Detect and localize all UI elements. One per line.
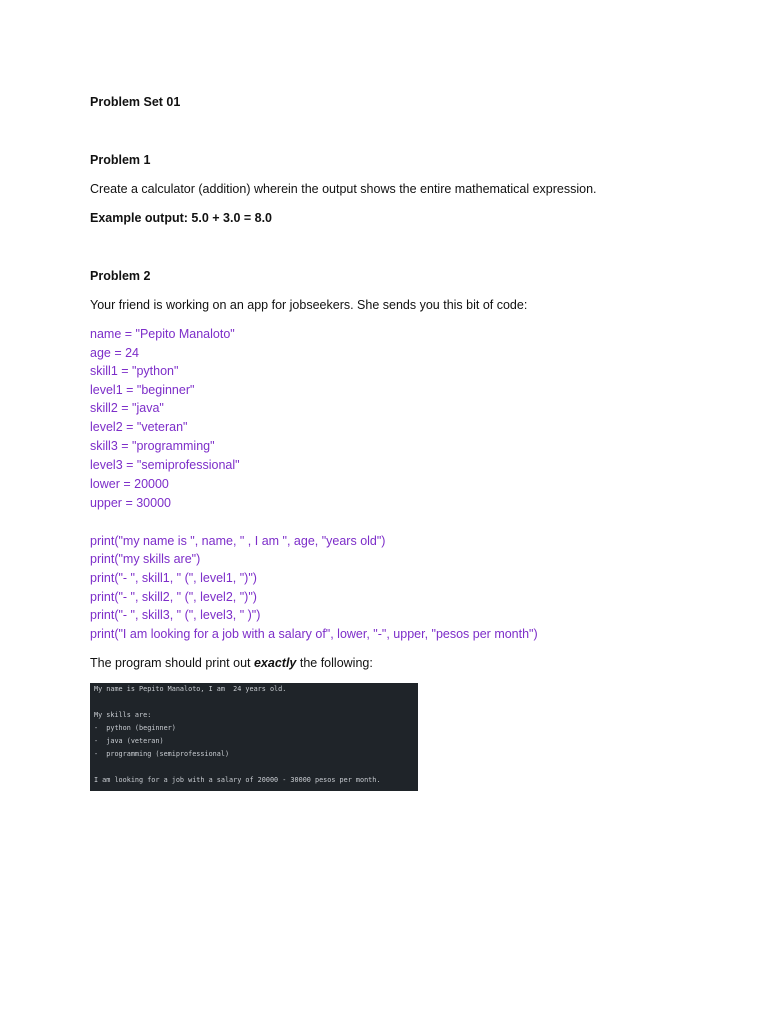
- instruction-emphasis: exactly: [253, 656, 297, 670]
- code-line: upper = 30000: [90, 496, 171, 510]
- code-line: print("- ", skill2, " (", level2, ")"): [90, 590, 257, 604]
- terminal-line: - programming (semiprofessional): [94, 750, 230, 758]
- problem-1-description: Create a calculator (addition) wherein the output shows the entire mathematical expression.: [90, 182, 597, 196]
- problem-1-example: Example output: 5.0 + 3.0 = 8.0: [90, 211, 273, 225]
- terminal-line: - java (veteran): [94, 737, 164, 745]
- code-line: print("my name is ", name, " , I am ", age, "years old"): [90, 534, 386, 548]
- problem-2-intro: Your friend is working on an app for jobseekers. She sends you this bit of code:: [90, 298, 528, 312]
- code-line: skill2 = "java": [90, 401, 164, 415]
- code-line: print("- ", skill3, " (", level3, " )"): [90, 608, 261, 622]
- terminal-line: My name is Pepito Manaloto, I am 24 years old.: [94, 685, 287, 693]
- terminal-line: I am looking for a job with a salary of 20000 - 30000 pesos per month.: [94, 776, 381, 784]
- instruction-text-after: the following:: [296, 656, 373, 670]
- document-title: Problem Set 01: [90, 95, 181, 109]
- code-line: age = 24: [90, 346, 140, 360]
- code-line: level3 = "semiprofessional": [90, 458, 240, 472]
- code-line: lower = 20000: [90, 477, 169, 491]
- terminal-line: My skills are:: [94, 711, 152, 719]
- code-line: name = "Pepito Manaloto": [90, 327, 235, 341]
- code-line: print("- ", skill1, " (", level1, ")"): [90, 571, 257, 585]
- problem-2-instruction: [90, 654, 373, 672]
- terminal-output-screenshot: [90, 683, 418, 791]
- code-line: level1 = "beginner": [90, 383, 195, 397]
- problem-1-heading: Problem 1: [90, 153, 151, 167]
- code-line: print("I am looking for a job with a salary of", lower, "-", upper, "pesos per month"): [90, 627, 538, 641]
- code-line: skill3 = "programming": [90, 439, 215, 453]
- code-line: skill1 = "python": [90, 364, 179, 378]
- code-line: print("my skills are"): [90, 552, 201, 566]
- problem-2-heading: Problem 2: [90, 269, 151, 283]
- code-line: level2 = "veteran": [90, 420, 188, 434]
- instruction-text-before: The program should print out: [90, 656, 254, 670]
- terminal-line: - python (beginner): [94, 724, 176, 732]
